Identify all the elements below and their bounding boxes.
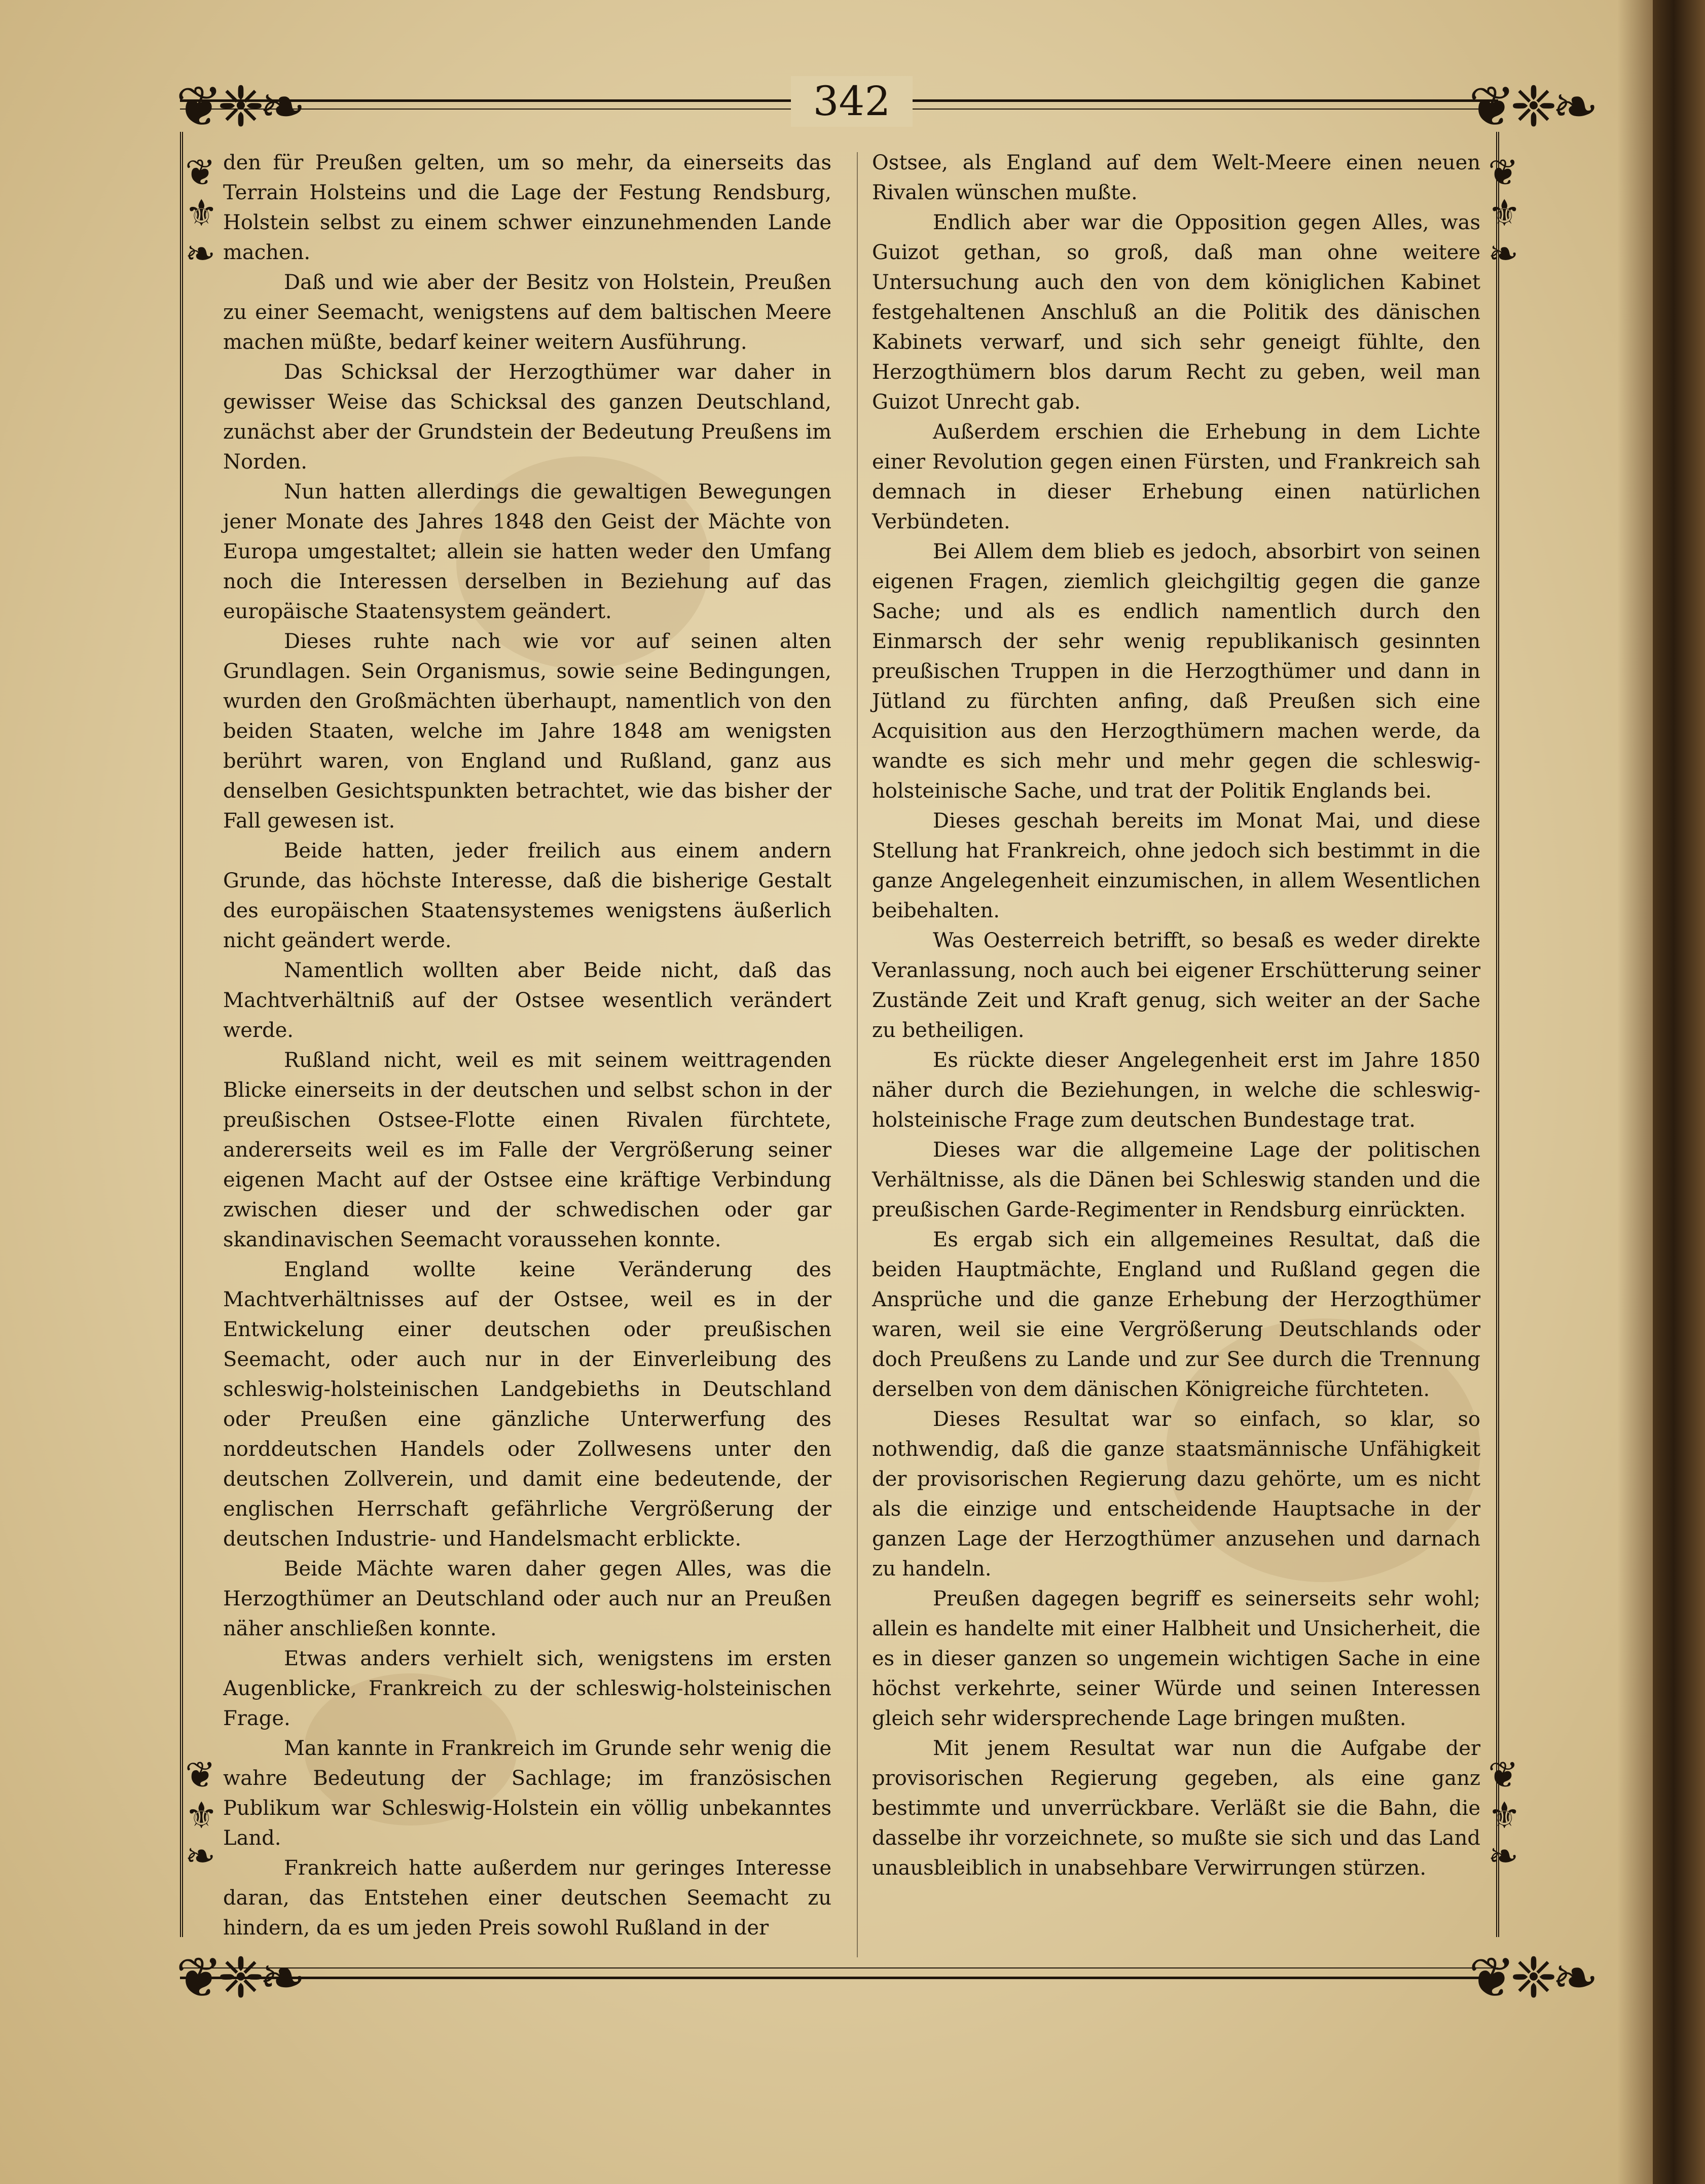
column-divider bbox=[857, 152, 858, 1957]
paragraph: Es rückte dieser Angelegenheit erst im Jahre 1850 näher durch die Beziehungen, in welche die schleswig-holsteinische Frage zum deutschen Bundestage trat. bbox=[872, 1049, 1480, 1132]
book-gutter bbox=[1653, 0, 1705, 2184]
paragraph: Dieses Resultat war so einfach, so klar, so nothwendig, daß die ganze staatsmännische Unfähigkeit der provisorischen Regierung dazu gehörte, um es nicht als die einzige und entscheidende Hauptsache in der ganzen Lage der Herzogthümer anzusehen und darnach zu handeln. bbox=[872, 1408, 1480, 1581]
left-column bbox=[223, 148, 831, 1974]
ornate-scroll-icon: ❦❈❧ bbox=[175, 1945, 301, 2010]
paragraph: Was Oesterreich betrifft, so besaß es weder direkte Veranlassung, noch auch bei eigener Erschütterung seiner Zustände Zeit und Kraft genug, sich weiter an der Sache zu betheiligen. bbox=[872, 929, 1480, 1042]
ornate-scroll-icon: ❦❈❧ bbox=[1468, 1945, 1594, 2010]
paragraph: Beide hatten, jeder freilich aus einem andern Grunde, das höchste Interesse, daß die bisherige Gestalt des europäischen Staatensystemes wenigstens äußerlich nicht geändert werde. bbox=[223, 839, 831, 952]
paragraph: Beide Mächte waren daher gegen Alles, was die Herzogthümer an Deutschland oder auch nur an Preußen näher anschließen konnte. bbox=[223, 1557, 831, 1640]
ornate-scroll-icon: ❦❈❧ bbox=[1468, 74, 1594, 139]
right-column bbox=[872, 148, 1480, 1974]
page-edge-shadow bbox=[1617, 0, 1653, 2184]
page-number: 342 bbox=[791, 76, 913, 127]
paragraph: Rußland nicht, weil es mit seinem weittragenden Blicke einerseits in der deutschen und selbst schon in der preußischen Ostsee-Flotte einen Rivalen fürchtete, andererseits weil es im Falle der Vergrößerung seiner eigenen Macht auf der Ostsee eine kräftige Verbindung zwischen dieser und der schwedischen oder gar skandinavischen Seemacht voraussehen konnte. bbox=[223, 1049, 831, 1251]
paragraph: Namentlich wollten aber Beide nicht, daß das Machtverhältniß auf der Ostsee wesentlich verändert werde. bbox=[223, 959, 831, 1042]
paragraph: Endlich aber war die Opposition gegen Alles, was Guizot gethan, so groß, daß man ohne weitere Untersuchung auch den von dem königlichen Kabinet festgehaltenen Anschluß an die Politik des dänischen Kabinets verwarf, und sich sehr geneigt fühlte, den Herzogthümern blos darum Recht zu geben, weil man Guizot Unrecht gab. bbox=[872, 211, 1480, 414]
paragraph: Etwas anders verhielt sich, wenigstens im ersten Augenblicke, Frankreich zu der schleswig-holsteinischen Frage. bbox=[223, 1647, 831, 1730]
paragraph: Man kannte in Frankreich im Grunde sehr wenig die wahre Bedeutung der Sachlage; im französischen Publikum war Schleswig-Holstein ein völlig unbekanntes Land. bbox=[223, 1737, 831, 1850]
ornate-scroll-icon: ❦❈❧ bbox=[175, 74, 301, 139]
paragraph: Bei Allem dem blieb es jedoch, absorbirt von seinen eigenen Fragen, ziemlich gleichgiltig gegen die ganze Sache; und als es endlich namentlich durch den Einmarsch der sehr wenig republikanisch gesinnten preußischen Truppen in die Herzogthümer und dann in Jütland zu fürchten anfing, daß Preußen sich eine Acquisition aus den Herzogthümern machen werde, da wandte es sich mehr und mehr gegen die schleswig-holsteinische Sache, und trat der Politik Englands bei. bbox=[872, 540, 1480, 803]
paragraph: Dieses ruhte nach wie vor auf seinen alten Grundlagen. Sein Organismus, sowie seine Bedingungen, wurden den Großmächten überhaupt, namentlich von den beiden Staaten, welche im Jahre 1848 am wenigsten berührt waren, von England und Rußland, ganz aus denselben Gesichtspunkten betrachtet, wie das bisher der Fall gewesen ist. bbox=[223, 630, 831, 833]
vine-border-icon: ❦ ⚜ ❧ bbox=[1488, 1753, 1521, 1877]
paragraph: Nun hatten allerdings die gewaltigen Bewegungen jener Monate des Jahres 1848 den Geist der Mächte von Europa umgestaltet; allein sie hatten weder den Umfang noch die Interessen derselben in Beziehung auf das europäische Staatensystem geändert. bbox=[223, 480, 831, 623]
vine-border-icon: ❦ ⚜ ❧ bbox=[185, 151, 218, 275]
paragraph: Dieses war die allgemeine Lage der politischen Verhältnisse, als die Dänen bei Schleswig standen und die preußischen Garde-Regimenter in Rendsburg einrückten. bbox=[872, 1138, 1480, 1222]
bottom-border-rule bbox=[180, 1977, 1498, 1979]
paragraph: Dieses geschah bereits im Monat Mai, und diese Stellung hat Frankreich, ohne jedoch sich bestimmt in die ganze Angelegenheit einzumischen, in allem Wesentlichen beibehalten. bbox=[872, 809, 1480, 922]
paragraph: Daß und wie aber der Besitz von Holstein, Preußen zu einer Seemacht, wenigstens auf dem baltischen Meere machen müßte, bedarf keiner weitern Ausführung. bbox=[223, 271, 831, 354]
paragraph: Frankreich hatte außerdem nur geringes Interesse daran, das Entstehen einer deutschen Seemacht zu hindern, da es um jeden Preis sowohl Rußland in der bbox=[223, 1856, 831, 1940]
paragraph: Mit jenem Resultat war nun die Aufgabe der provisorischen Regierung gegeben, als eine ganz bestimmte und unverrückbare. Verläßt sie die Bahn, die dasselbe ihr vorzeichnete, so mußte sie sich und das Land unausbleiblich in unabsehbare Verwirrungen stürzen. bbox=[872, 1737, 1480, 1880]
paragraph: Es ergab sich ein allgemeines Resultat, daß die beiden Hauptmächte, England und Rußland gegen die Ansprüche und die ganze Erhebung der Herzogthümer waren, weil sie eine Vergrößerung Deutschlands oder doch Preußens zu Lande und zur See durch die Trennung derselben von dem dänischen Königreiche fürchteten. bbox=[872, 1228, 1480, 1401]
paragraph: Das Schicksal der Herzogthümer war daher in gewisser Weise das Schicksal des ganzen Deutschland, zunächst aber der Grundstein der Bedeutung Preußens im Norden. bbox=[223, 361, 831, 474]
paragraph: Außerdem erschien die Erhebung in dem Lichte einer Revolution gegen einen Fürsten, und Frankreich sah demnach in dieser Erhebung einen natürlichen Verbündeten. bbox=[872, 420, 1480, 533]
paragraph: Ostsee, als England auf dem Welt-Meere einen neuen Rivalen wünschen mußte. bbox=[872, 151, 1480, 204]
vine-border-icon: ❦ ⚜ ❧ bbox=[1488, 151, 1521, 275]
vine-border-icon: ❦ ⚜ ❧ bbox=[185, 1753, 218, 1877]
paragraph: Preußen dagegen begriff es seinerseits sehr wohl; allein es handelte mit einer Halbheit und Unsicherheit, die es in dieser ganzen so ungemein wichtigen Sache in eine höchst verkehrte, seiner Würde und seinen Interessen gleich sehr widersprechende Lage bringen mußten. bbox=[872, 1587, 1480, 1730]
paragraph: den für Preußen gelten, um so mehr, da einerseits das Terrain Holsteins und die Lage der Festung Rendsburg, Holstein selbst zu einem schwer einzunehmenden Lande machen. bbox=[223, 151, 831, 264]
paragraph: England wollte keine Veränderung des Machtverhältnisses auf der Ostsee, weil es in der Entwickelung einer deutschen oder preußischen Seemacht, oder auch nur in der Einverleibung des schleswig-holsteinischen Landgebieths in Deutschland oder Preußen eine gänzliche Unterwerfung des norddeutschen Handels oder Zollwesens unter den deutschen Zollverein, und damit eine bedeutende, der englischen Herrschaft gefährliche Vergrößerung der deutschen Industrie- und Handelsmacht erblickte. bbox=[223, 1258, 831, 1551]
